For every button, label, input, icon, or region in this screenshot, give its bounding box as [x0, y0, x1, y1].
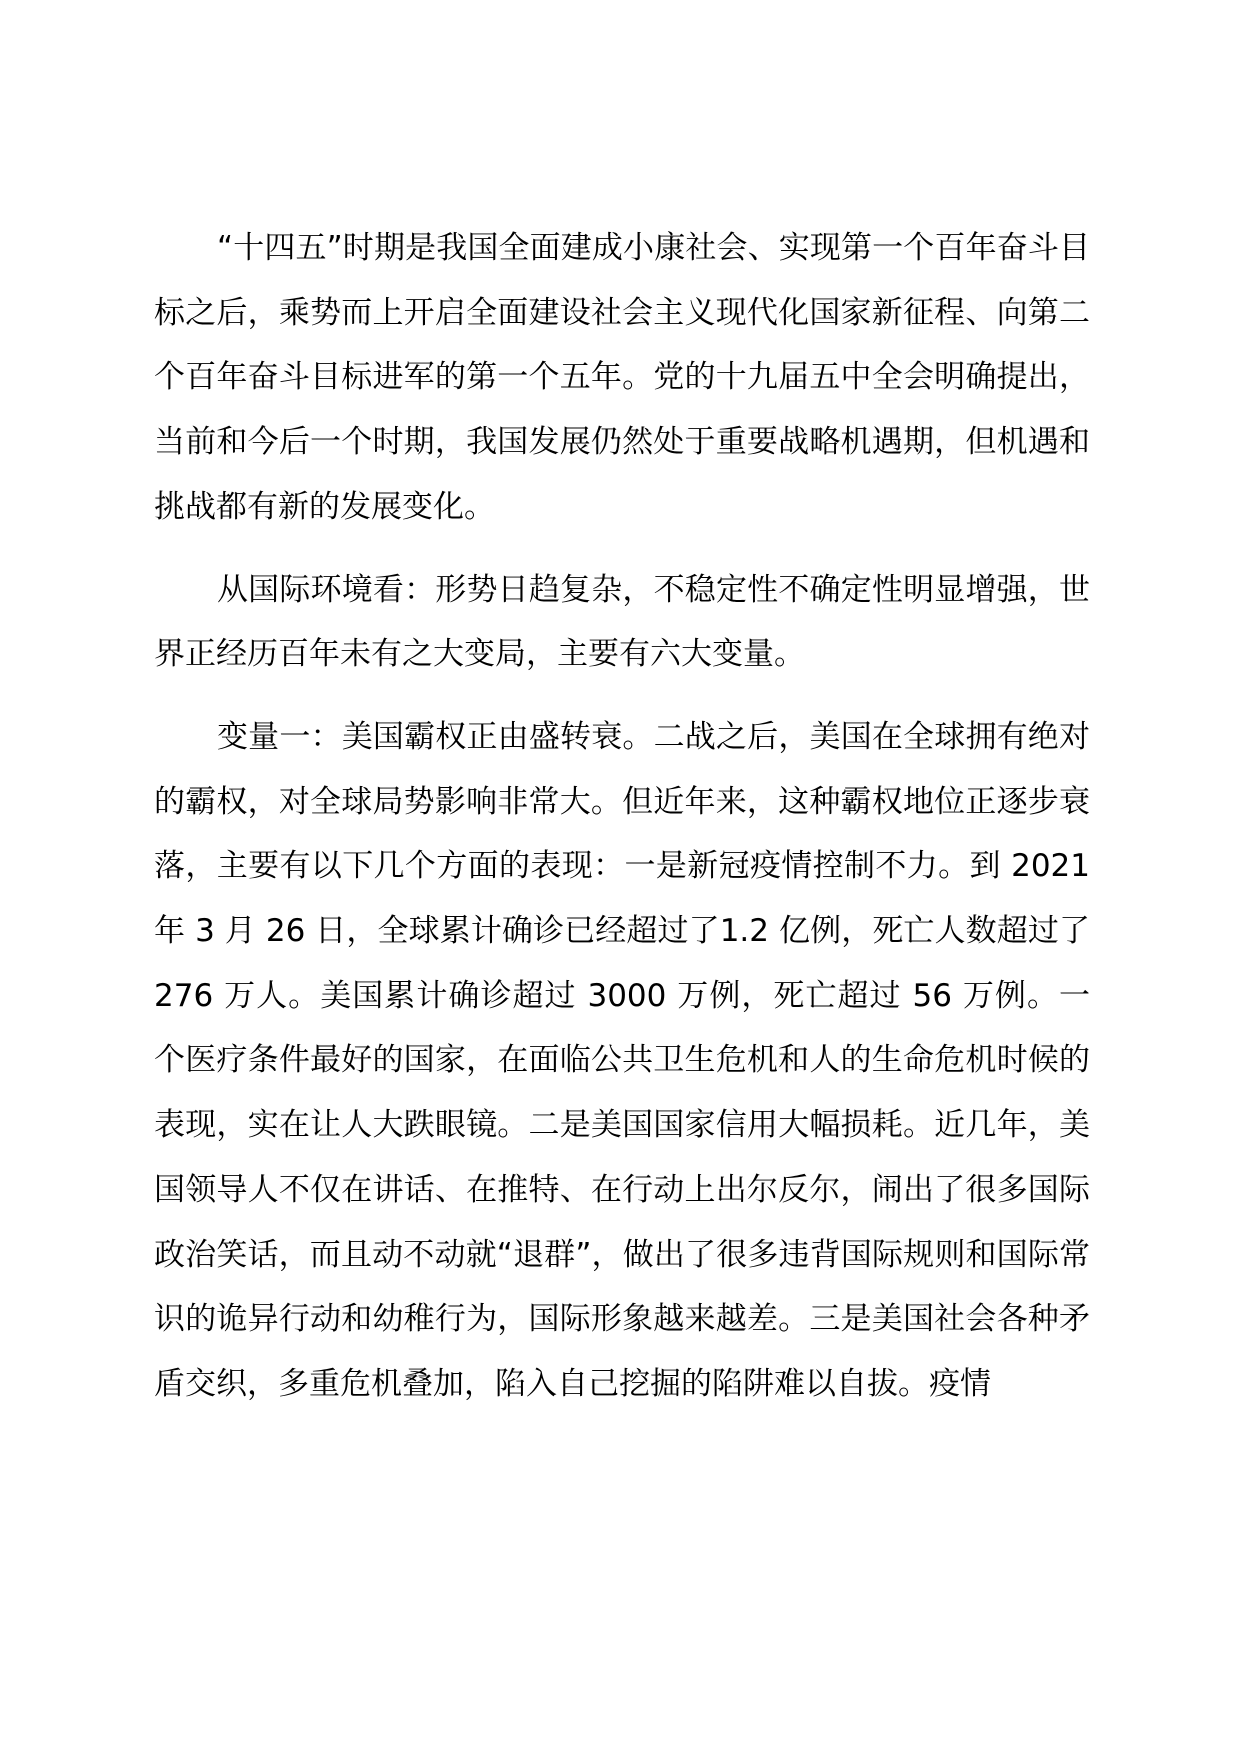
- document-body: [154, 216, 1090, 1435]
- paragraph-intro: “十四五”时期是我国全面建成小康社会、实现第一个百年奋斗目标之后，乘势而上开启全面建设社会主义现代化国家新征程、向第二个百年奋斗目标进军的第一个五年。党的十九届五中全会明确提出，当前和今后一个时期，我国发展仍然处于重要战略机遇期，但机遇和挑战都有新的发展变化。: [154, 230, 1090, 525]
- paragraph-variable-one: 变量一：美国霸权正由盛转衰。二战之后，美国在全球拥有绝对的霸权，对全球局势影响非常大。但近年来，这种霸权地位正逐步衰落，主要有以下几个方面的表现：一是新冠疫情控制不力。到 2021 年 3 月 26 日，全球累计确诊已经超过了1.2 亿例，死亡人数超过了 276 万人。美国累计确诊超过 3000 万例，死亡超过 56 万例。一个医疗条件最好的国家，在面临公共卫生危机和人的生命危机时候的表现，实在让人大跌眼镜。二是美国国家信用大幅损耗。近几年，美国领导人不仅在讲话、在推特、在行动上出尔反尔，闹出了很多国际政治笑话，而且动不动就“退群”，做出了很多违背国际规则和国际常识的诡异行动和幼稚行为，国际形象越来越差。三是美国社会各种矛盾交织，多重危机叠加，陷入自己挖掘的陷阱难以自拔。疫情: [154, 718, 1090, 1402]
- paragraph-international-environment: 从国际环境看：形势日趋复杂，不稳定性不确定性明显增强，世界正经历百年未有之大变局，主要有六大变量。: [154, 571, 1090, 673]
